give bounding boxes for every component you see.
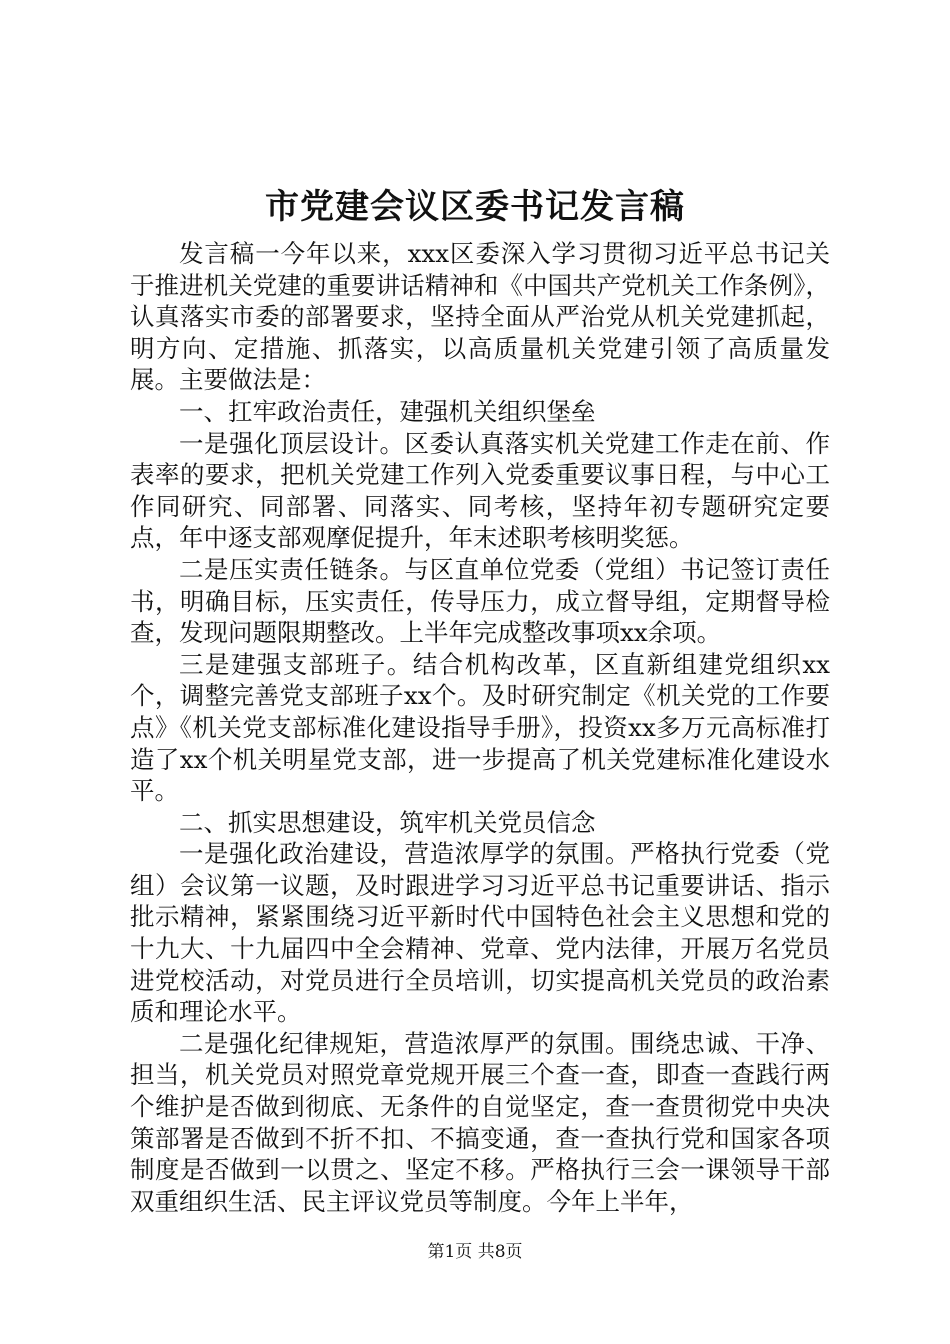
body-paragraph: 三是建强支部班子。结合机构改革，区直新组建党组织xx个，调整完善党支部班子xx个。及时研究制定《机关党的工作要点》《机关党支部标准化建设指导手册》，投资xx多万元高标准打造了xx个机关明星党支部，进一步提高了机关党建标准化建设水平。 bbox=[130, 649, 830, 806]
intro-paragraph: 发言稿一今年以来，xxx区委深入学习贯彻习近平总书记关于推进机关党建的重要讲话精神和《中国共产党机关工作条例》，认真落实市委的部署要求，坚持全面从严治党从机关党建抓起，明方向、定措施、抓落实，以高质量机关党建引领了高质量发展。主要做法是： bbox=[130, 239, 830, 395]
page-footer: 第1页 共8页 bbox=[427, 1242, 523, 1262]
section-heading-2: 二、抓实思想建设，筑牢机关党员信念 bbox=[179, 807, 596, 837]
body-paragraph: 二是压实责任链条。与区直单位党委（党组）书记签订责任书，明确目标，压实责任，传导压力，成立督导组，定期督导检查，发现问题限期整改。上半年完成整改事项xx余项。 bbox=[130, 554, 830, 648]
body-paragraph: 二是强化纪律规矩，营造浓厚严的氛围。围绕忠诚、干净、担当，机关党员对照党章党规开展三个查一查，即查一查践行两个维护是否做到彻底、无条件的自觉坚定，查一查贯彻党中央决策部署是否做到不折不扣、不搞变通，查一查执行党和国家各项制度是否做到一以贯之、坚定不移。严格执行三会一课领导干部双重组织生活、民主评议党员等制度。今年上半年， bbox=[130, 1028, 830, 1216]
body-paragraph: 一是强化政治建设，营造浓厚学的氛围。严格执行党委（党组）会议第一议题，及时跟进学习习近平总书记重要讲话、指示批示精神，紧紧围绕习近平新时代中国特色社会主义思想和党的十九大、十九届四中全会精神、党章、党内法律，开展万名党员进党校活动，对党员进行全员培训，切实提高机关党员的政治素质和理论水平。 bbox=[130, 839, 830, 1027]
section-heading-1: 一、扛牢政治责任，建强机关组织堡垒 bbox=[179, 396, 596, 426]
body-paragraph: 一是强化顶层设计。区委认真落实机关党建工作走在前、作表率的要求，把机关党建工作列入党委重要议事日程，与中心工作同研究、同部署、同落实、同考核，坚持年初专题研究定要点，年中逐支部观摩促提升，年末述职考核明奖惩。 bbox=[130, 428, 830, 553]
document-title: 市党建会议区委书记发言稿 bbox=[265, 187, 685, 227]
document-body bbox=[130, 238, 830, 1217]
